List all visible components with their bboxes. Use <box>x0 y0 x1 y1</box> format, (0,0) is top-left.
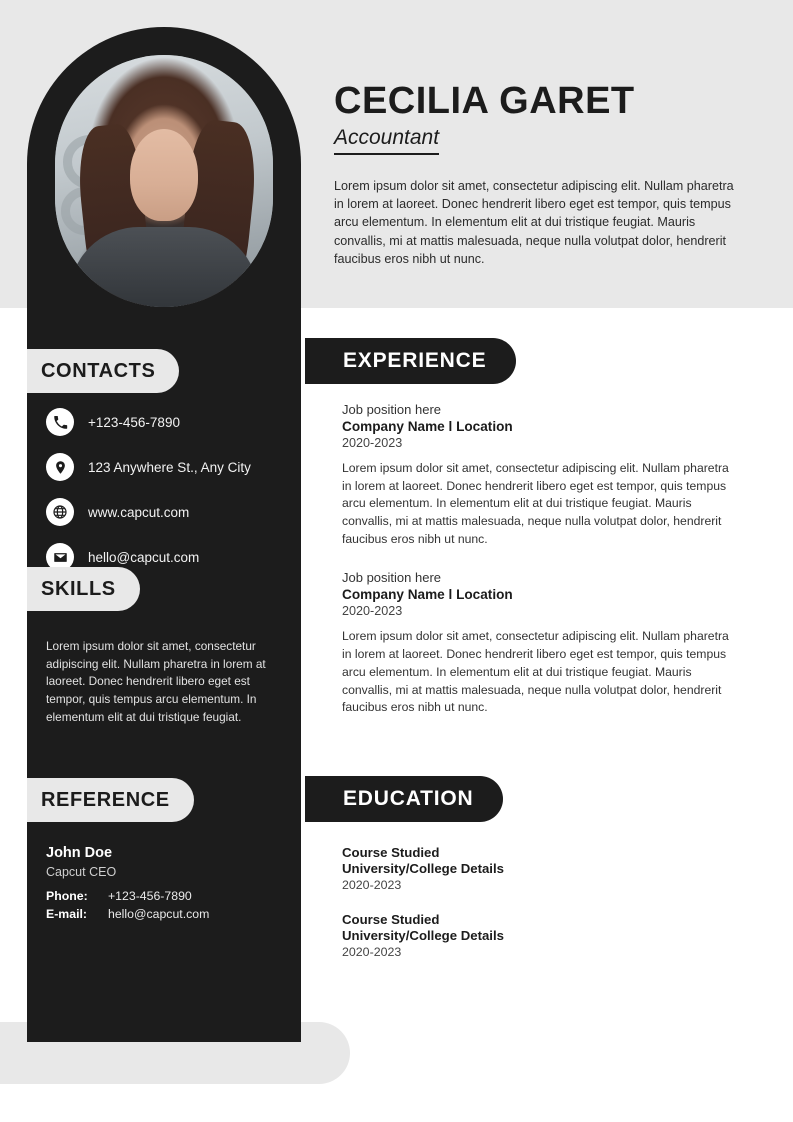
reference-title: Capcut CEO <box>46 865 117 879</box>
experience-company: Company Name l Location <box>342 587 513 603</box>
education-dates: 2020-2023 <box>342 878 402 892</box>
experience-position: Job position here <box>342 570 442 586</box>
contact-phone-text: +123-456-7890 <box>88 414 180 430</box>
education-entry <box>342 912 734 959</box>
experience-entry <box>342 402 734 548</box>
education-dates: 2020-2023 <box>342 945 402 959</box>
experience-dates: 2020-2023 <box>342 436 403 450</box>
education-entry <box>342 845 734 892</box>
profile-photo <box>55 55 273 307</box>
experience-entry <box>342 570 734 716</box>
experience-position: Job position here <box>342 402 442 417</box>
section-header-experience-label: EXPERIENCE <box>343 349 487 372</box>
reference-name: John Doe <box>46 845 113 861</box>
section-header-reference <box>27 778 194 822</box>
reference-phone-row <box>46 889 286 903</box>
reference-block <box>46 845 286 925</box>
experience-dates: 2020-2023 <box>342 604 403 619</box>
section-header-skills-label: SKILLS <box>41 577 116 600</box>
section-header-reference-label: REFERENCE <box>41 788 170 811</box>
header-text-block <box>334 82 744 281</box>
photo-face <box>130 129 198 221</box>
section-header-contacts-label: CONTACTS <box>41 359 156 382</box>
reference-email-value: hello@capcut.com <box>108 907 210 921</box>
contact-email-text: hello@capcut.com <box>88 549 200 565</box>
section-header-education <box>305 776 503 822</box>
profile-photo-image <box>55 55 273 307</box>
experience-company: Company Name l Location <box>342 419 513 434</box>
contact-list <box>46 408 296 588</box>
job-title: Accountant <box>334 126 439 155</box>
phone-icon <box>46 408 74 436</box>
section-header-contacts <box>27 349 179 393</box>
education-course: Course Studied <box>342 845 440 860</box>
reference-phone-value: +123-456-7890 <box>108 889 192 903</box>
education-school: University/College Details <box>342 928 504 943</box>
experience-description: Lorem ipsum dolor sit amet, consectetur adipiscing elit. Nullam pharetra in lorem at laoreet. Donec hendrerit libero eget est tempor, quis tempus arcu elementum. In elementum elit at dui tristique feugiat. Mauris convallis, mi at mattis malesuada, neque nulla volutpat dolor, hendrerit faucibus eros nibh ut nunc. <box>342 629 729 715</box>
skills-body-text: Lorem ipsum dolor sit amet, consectetur adipiscing elit. Nullam pharetra in lorem at laoreet. Donec hendrerit libero eget est tempor, quis tempus arcu elementum. In elementum elit at dui tristique feugiat. <box>46 639 266 724</box>
experience-description: Lorem ipsum dolor sit amet, consectetur adipiscing elit. Nullam pharetra in lorem at laoreet. Donec hendrerit libero eget est tempor, quis tempus arcu elementum. In elementum elit at dui tristique feugiat. Mauris convallis, mi at mattis malesuada, neque nulla volutpat dolor, hendrerit faucibus eros nibh ut nunc. <box>342 461 729 546</box>
contact-website-text: www.capcut.com <box>88 504 190 520</box>
page-title: CECILIA GARET <box>334 80 635 122</box>
profile-summary: Lorem ipsum dolor sit amet, consectetur adipiscing elit. Nullam pharetra in lorem at laoreet. Donec hendrerit libero eget est tempor, quis tempus arcu elementum. In elementum elit at dui tristique feugiat. Mauris convallis, mi at mattis malesuada, neque nulla volutpat dolor, hendrerit faucibus eros nibh ut nunc. <box>334 178 734 266</box>
education-course: Course Studied <box>342 912 440 927</box>
location-pin-icon <box>46 453 74 481</box>
reference-phone-label: Phone: <box>46 889 88 903</box>
section-header-education-label: EDUCATION <box>343 787 474 810</box>
reference-email-label: E-mail: <box>46 907 87 921</box>
contact-item-phone[interactable] <box>46 408 296 436</box>
contact-item-website[interactable] <box>46 498 296 526</box>
education-list <box>342 845 734 979</box>
section-header-skills <box>27 567 140 611</box>
section-header-experience <box>305 338 516 384</box>
reference-email-row <box>46 907 286 921</box>
contact-address-text: 123 Anywhere St., Any City <box>88 459 251 475</box>
experience-list <box>342 402 734 739</box>
contact-item-address[interactable] <box>46 453 296 481</box>
education-school: University/College Details <box>342 861 504 876</box>
globe-icon <box>46 498 74 526</box>
